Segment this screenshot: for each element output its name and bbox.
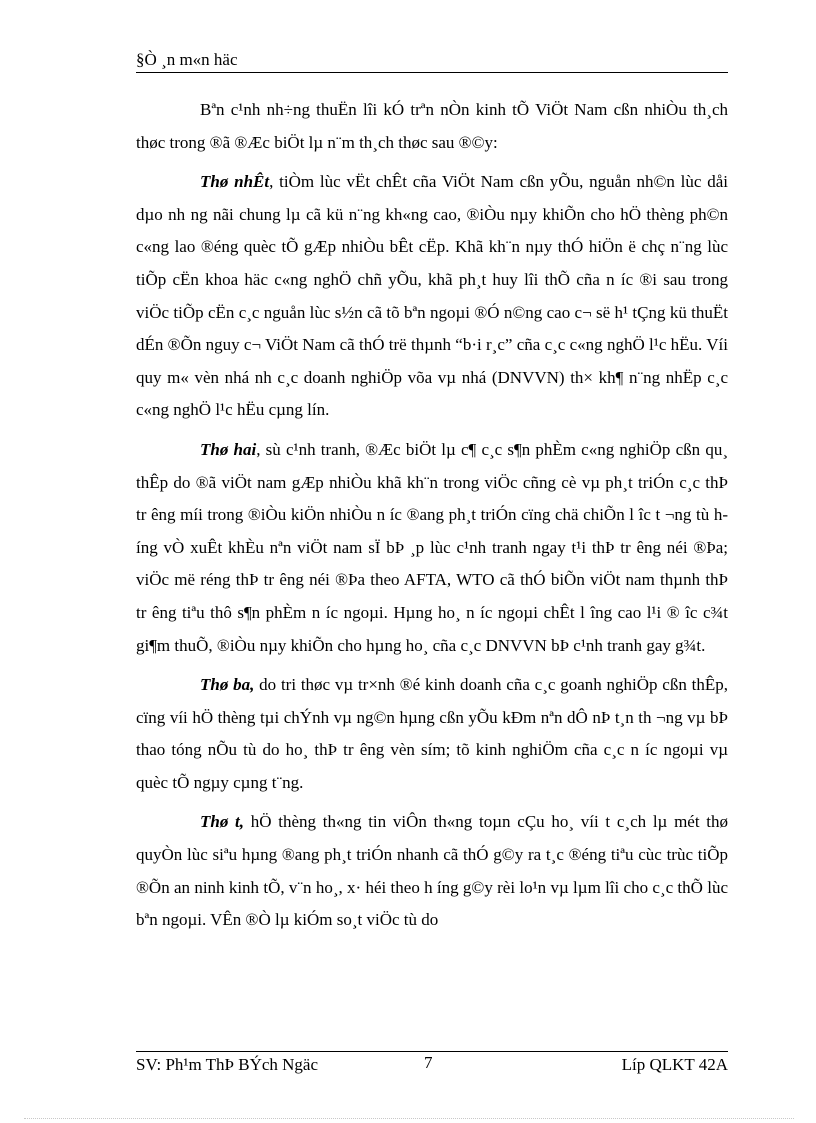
footer-divider: [136, 1051, 728, 1052]
paragraph-lead: Thø t,: [200, 812, 245, 832]
paragraph-intro: [136, 94, 728, 159]
header-title: §Ò ¸n m«n häc: [136, 50, 238, 69]
body-text: [136, 94, 728, 937]
paragraph-text: do tri thøc vµ tr×nh ®é kinh doanh cña c¸c goanh nghiÖp cßn thÊp, cïng víi hÖ thèng tµi chÝnh vµ ng©n hµng cßn yÕu kÐm nªn dÔ nÞ t¸n th ¬ng vµ bÞ thao tóng nÕu tù do ho¸ thÞ tr êng vèn sím; tõ kinh nghiÖm cña c¸c n íc ngoµi vµ quèc tÕ ngµy cµng t¨ng.: [136, 675, 728, 792]
footer-author: SV: Ph¹m ThÞ BÝch Ngäc: [136, 1055, 319, 1074]
paragraph-lead: Thø nhÊt: [200, 172, 270, 192]
paragraph-fourth-challenge: [136, 806, 728, 936]
footer-class-code: Líp QLKT 42A: [621, 1055, 728, 1074]
page-footer: [136, 1055, 728, 1077]
paragraph-lead: Thø hai: [200, 439, 257, 459]
paragraph-second-challenge: [136, 434, 728, 662]
paragraph-third-challenge: [136, 669, 728, 799]
page-number: 7: [424, 1053, 433, 1072]
paragraph-first-challenge: [136, 166, 728, 427]
page-edge-divider: [24, 1118, 794, 1119]
paragraph-text: hÖ thèng th«ng tin viÔn th«ng toµn cÇu ho¸ víi t c¸ch lµ mét thø quyÒn lùc siªu hµng ®ang ph¸t triÓn nhanh cã thÓ g©y ra t¸c ®éng tiªu cùc trùc tiÕp ®Õn an ninh kinh tÕ, v¨n ho¸, x· héi theo h íng g©y rèi lo¹n vµ lµm lîi cho c¸c thÕ lùc bªn ngoµi. VÊn ®Ò lµ kiÓm so¸t viÖc tù do: [136, 812, 729, 930]
page-header: [136, 48, 728, 73]
paragraph-text: Bªn c¹nh nh÷ng thuËn lîi kÓ trªn nÒn kinh tÕ ViÖt Nam cßn nhiÒu th¸ch thøc trong ®ã ®Æc biÖt lµ n¨m th¸ch thøc sau ®©y:: [136, 100, 728, 152]
paragraph-text: , tiÒm lùc vËt chÊt cña ViÖt Nam cßn yÕu, nguån nh©n lùc dåi dµo nh ng nãi chung lµ cã kü n¨ng kh«ng cao, ®iÒu nµy khiÕn cho hÖ thèng ph©n c«ng lao ®éng quèc tÕ gÆp nhiÒu bÊt cËp. Khã kh¨n nµy thÓ hiÖn ë chç n¨ng lùc tiÕp cËn khoa häc c«ng nghÖ chñ yÕu, khã ph¸t huy lîi thÕ cña n íc ®i sau trong viÖc tiÕp cËn c¸c nguån lùc s½n cã tõ bªn ngoµi ®Ó n©ng cao c¬ së h¹ tÇng kü thuËt dÉn ®Õn nguy c¬ ViÖt Nam cã thÓ trë thµnh “b·i r¸c” cña c¸c c«ng nghÖ l¹c hËu. Víi quy m« vèn nhá nh c¸c doanh nghiÖp võa vµ nhá (DNVVN) th× kh¶ n¨ng nhËp c¸c c«ng nghÖ l¹c hËu cµng lín.: [136, 172, 729, 420]
paragraph-lead: Thø ba,: [200, 675, 255, 695]
paragraph-text: , sù c¹nh tranh, ®Æc biÖt lµ c¶ c¸c s¶n phÈm c«ng nghiÖp cßn qu¸ thÊp do ®ã viÖt nam gÆp nhiÒu khã kh¨n trong viÖc cñng cè vµ ph¸t triÓn c¸c thÞ tr êng míi trong ®iÒu kiÖn nhiÒu n íc ®ang ph¸t triÓn cïng chä chiÕn l îc t ¬ng tù h íng vÒ xuÊt khÈu nªn viÖt nam sÏ bÞ ¸p lùc c¹nh tranh ngay t¹i thÞ tr êng néi ®Þa; viÖc më réng thÞ tr êng néi ®Þa theo AFTA, WTO cã thÓ biÕn viÖt nam thµnh thÞ tr êng tiªu thô s¶n phÈm n íc ngoµi. Hµng ho¸ n íc ngoµi chÊt l îng cao l¹i ® îc c¾t gi¶m thuÕ, ®iÒu nµy khiÕn cho hµng ho¸ cña c¸c DNVVN bÞ c¹nh tranh gay g¾t.: [136, 439, 728, 655]
